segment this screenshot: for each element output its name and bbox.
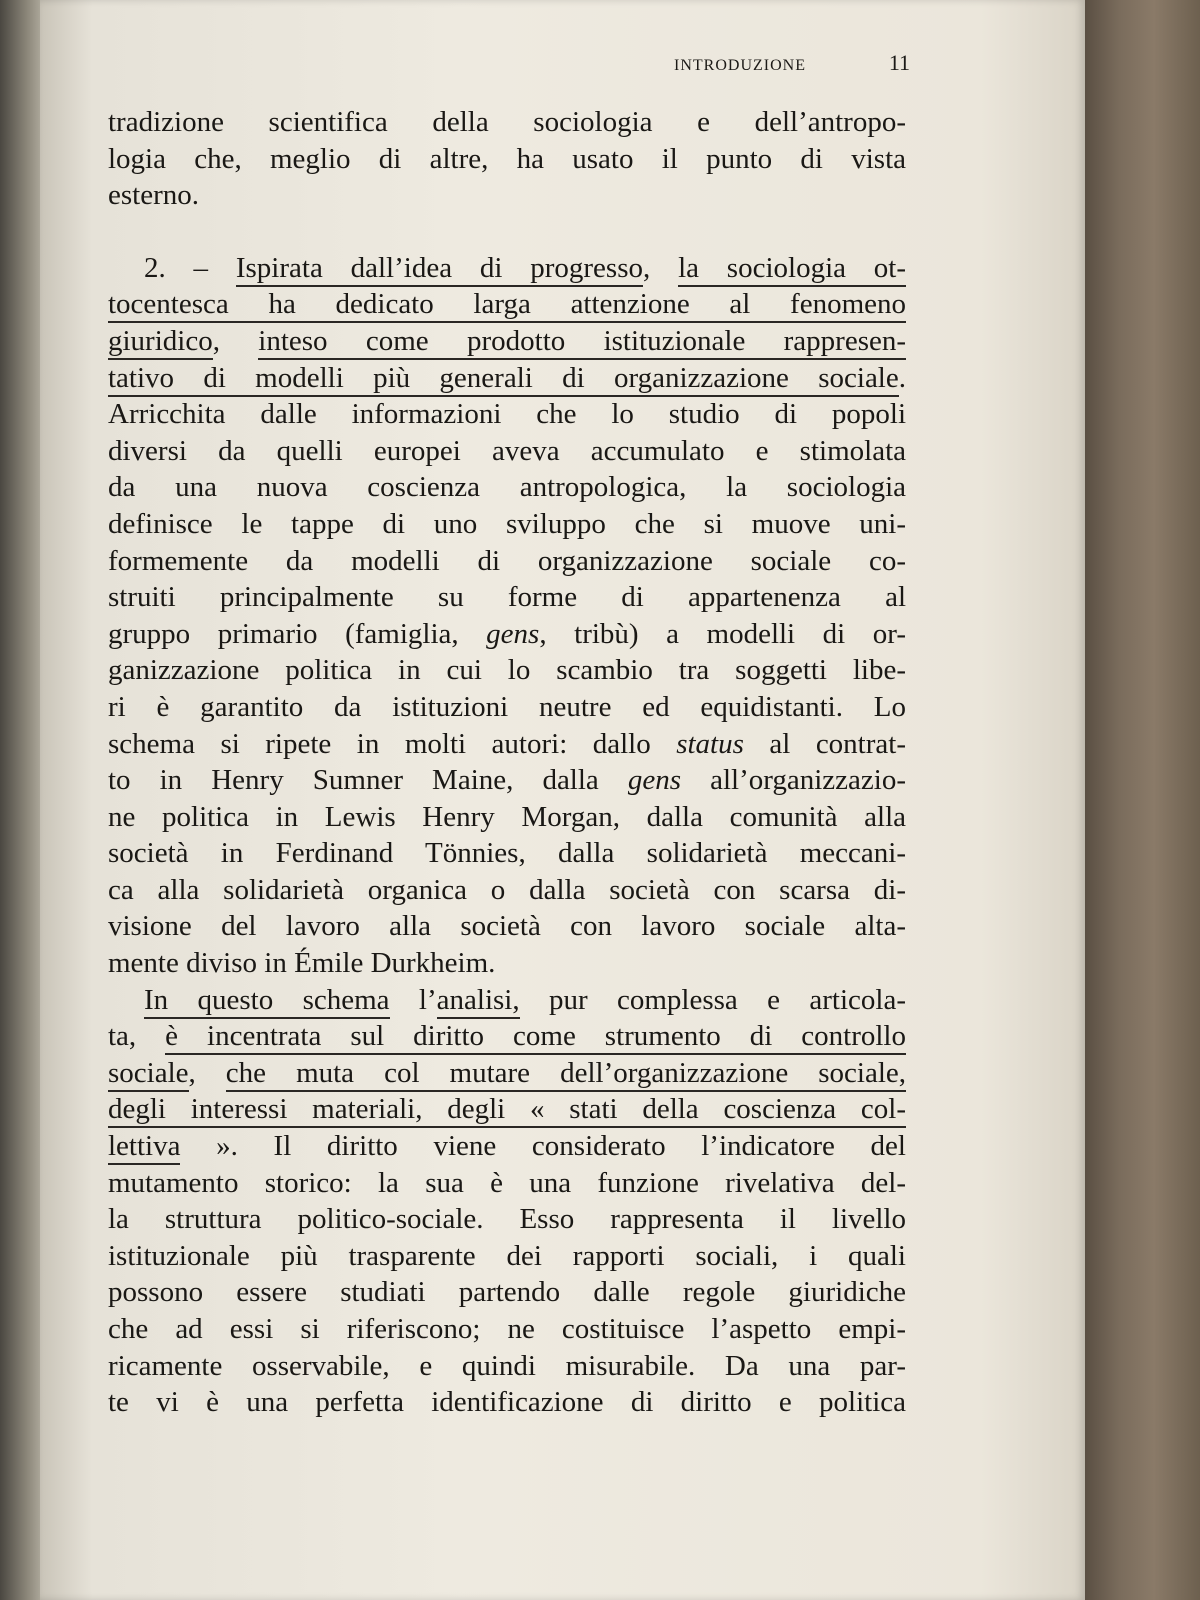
paragraph-gap: [108, 214, 906, 250]
text-span: l’: [389, 983, 437, 1016]
underlined-text: lettiva: [108, 1130, 180, 1165]
text-line: [108, 360, 906, 397]
text-span: to in Henry Sumner Maine, dalla: [108, 764, 628, 797]
text-span: ». Il diritto viene considerato l’indicatore del: [180, 1130, 906, 1163]
text-line: che ad essi si riferiscono; ne costituisce l’aspetto empi-: [108, 1313, 906, 1345]
text-line: mutamento storico: la sua è una funzione rivelativa del-: [108, 1166, 906, 1199]
text-line: esterno.: [108, 179, 199, 212]
text-line: [108, 250, 906, 287]
page-header: [674, 50, 910, 76]
underlined-text: tativo di modelli più generali di organizzazione sociale: [108, 362, 899, 397]
text-line: la struttura politico-sociale. Esso rappresenta il livello: [108, 1203, 906, 1236]
text-line: [108, 1055, 906, 1092]
text-line: struiti principalmente su forme di appartenenza al: [108, 581, 906, 614]
text-line: istituzionale più trasparente dei rapporti sociali, i quali: [108, 1239, 906, 1272]
text-span: ,: [643, 251, 679, 284]
running-head: INTRODUZIONE: [674, 57, 806, 74]
text-span: schema si ripete in molti autori: dallo: [108, 727, 677, 760]
text-line: società in Ferdinand Tönnies, dalla solidarietà meccani-: [108, 837, 906, 870]
text-line: ri è garantito da istituzioni neutre ed equidistanti. Lo: [108, 690, 906, 723]
text-line: [108, 1018, 906, 1055]
text-line: da una nuova coscienza antropologica, la sociologia: [108, 471, 906, 504]
text-line: tradizione scientifica della sociologia e dell’antropo-: [108, 106, 906, 138]
underlined-text: analisi,: [437, 984, 520, 1019]
section-number: 2. –: [144, 251, 236, 284]
underlined-text: tocentesca ha dedicato larga attenzione al fenomeno: [108, 288, 906, 323]
italic-term: gens: [627, 764, 682, 797]
text-line: formemente da modelli di organizzazione sociale co-: [108, 544, 906, 577]
text-line: possono essere studiati partendo dalle regole giuridiche: [108, 1276, 906, 1309]
text-line: [108, 982, 906, 1019]
underlined-text: In questo schema: [144, 984, 390, 1019]
italic-term: status: [676, 727, 744, 760]
underlined-text: degli interessi materiali, degli « stati della coscienza col-: [108, 1093, 906, 1128]
text-line: te vi è una perfetta identificazione di diritto e politica: [108, 1386, 906, 1419]
text-line: Arricchita dalle informazioni che lo studio di popoli: [108, 398, 906, 431]
text-span: all’organizzazio-: [681, 764, 906, 797]
underlined-text: inteso come prodotto istituzionale rappresen-: [258, 325, 906, 360]
underlined-text: sociale: [108, 1057, 189, 1092]
text-line: ganizzazione politica in cui lo scambio tra soggetti libe-: [108, 654, 906, 687]
text-span: al contrat-: [743, 727, 906, 760]
underlined-text: è incentrata sul diritto come strumento di controllo: [165, 1020, 906, 1055]
text-line: mente diviso in Émile Durkheim.: [108, 947, 496, 980]
text-line: ricamente osservabile, e quindi misurabile. Da una par-: [108, 1349, 906, 1382]
text-line: [108, 1091, 906, 1128]
text-line: [108, 1128, 906, 1165]
text-line: visione del lavoro alla società con lavoro sociale alta-: [108, 910, 906, 943]
text-span: ta,: [108, 1020, 166, 1053]
text-span: .: [898, 361, 906, 394]
italic-term: gens: [486, 617, 540, 650]
text-line: [108, 323, 906, 360]
text-span: gruppo primario (famiglia,: [108, 617, 487, 650]
underlined-text: giuridico: [108, 325, 213, 360]
text-line: [108, 762, 906, 799]
body-text: [108, 104, 906, 1421]
page-number: 11: [888, 50, 910, 75]
text-span: pur complessa e articola-: [519, 983, 906, 1016]
text-line: [108, 286, 906, 323]
text-line: ca alla solidarietà organica o dalla società con scarsa di-: [108, 873, 906, 906]
text-line: diversi da quelli europei aveva accumulato e stimolata: [108, 434, 906, 467]
underlined-text: la sociologia ot-: [678, 252, 906, 287]
underlined-text: che muta col mutare dell’organizzazione sociale,: [226, 1057, 906, 1092]
text-span: , tribù) a modelli di or-: [539, 617, 906, 650]
text-line: [108, 726, 906, 763]
text-line: [108, 616, 906, 653]
underlined-text: Ispirata dall’idea di progresso: [236, 252, 643, 287]
book-edge: [1085, 0, 1200, 1600]
text-line: definisce le tappe di uno sviluppo che si muove uni-: [108, 507, 906, 540]
text-span: ,: [188, 1056, 226, 1089]
text-line: ne politica in Lewis Henry Morgan, dalla comunità alla: [108, 800, 906, 833]
text-line: logia che, meglio di altre, ha usato il punto di vista: [108, 142, 906, 175]
text-span: ,: [212, 324, 259, 357]
